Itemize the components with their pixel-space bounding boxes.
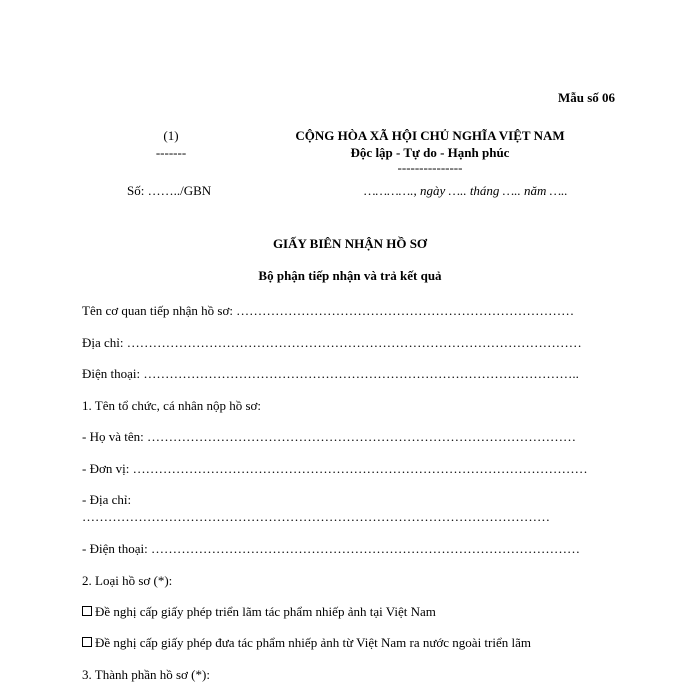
option-exhibition-vietnam[interactable]	[82, 604, 436, 620]
document-date: …………., ngày ….. tháng ….. năm …..	[364, 183, 568, 198]
option-label: Đề nghị cấp giấy phép triển lãm tác phẩm nhiếp ảnh tại Việt Nam	[95, 604, 436, 619]
checkbox-icon[interactable]	[82, 606, 92, 616]
page-subtitle: Bộ phận tiếp nhận và trả kết quả	[258, 268, 442, 283]
document-number: Số: ……../GBN	[127, 183, 212, 198]
sub-address-dots: ………………………………………………………………………………………………	[82, 509, 550, 524]
checkbox-icon[interactable]	[82, 637, 92, 647]
section-3-heading: 3. Thành phần hồ sơ (*):	[82, 667, 210, 682]
section-2-heading: 2. Loại hồ sơ (*):	[82, 573, 173, 588]
full-name-field: - Họ và tên: ………………………………………………………………………………………	[82, 429, 576, 444]
nation-name: CỘNG HÒA XÃ HỘI CHỦ NGHĨA VIỆT NAM	[295, 128, 565, 143]
nation-motto: Độc lập - Tự do - Hạnh phúc	[350, 145, 510, 160]
phone-field: Điện thoại: ………………………………………………………………………………………..	[82, 366, 579, 381]
form-number: Mẫu số 06	[558, 90, 616, 105]
unit-field: - Đơn vị: ……………………………………………………………………………………………	[82, 461, 588, 476]
section-1-heading: 1. Tên tổ chức, cá nhân nộp hồ sơ:	[82, 398, 262, 413]
agency-placeholder: (1)	[163, 128, 179, 143]
address-field: Địa chỉ: ……………………………………………………………………………………………	[82, 335, 582, 350]
sub-phone-field: - Điện thoại: ………………………………………………………………………………………	[82, 541, 580, 556]
page-title: GIẤY BIÊN NHẬN HỒ SƠ	[272, 236, 428, 251]
option-exhibition-abroad[interactable]	[82, 635, 531, 651]
agency-dashes: -------	[155, 145, 187, 160]
receiving-agency-field: Tên cơ quan tiếp nhận hồ sơ: ……………………………………………………………………	[82, 303, 575, 318]
option-label: Đề nghị cấp giấy phép đưa tác phẩm nhiếp ảnh từ Việt Nam ra nước ngoài triển lãm	[95, 635, 531, 650]
sub-address-label: - Địa chỉ:	[82, 492, 132, 507]
nation-dashes: ---------------	[397, 160, 463, 175]
